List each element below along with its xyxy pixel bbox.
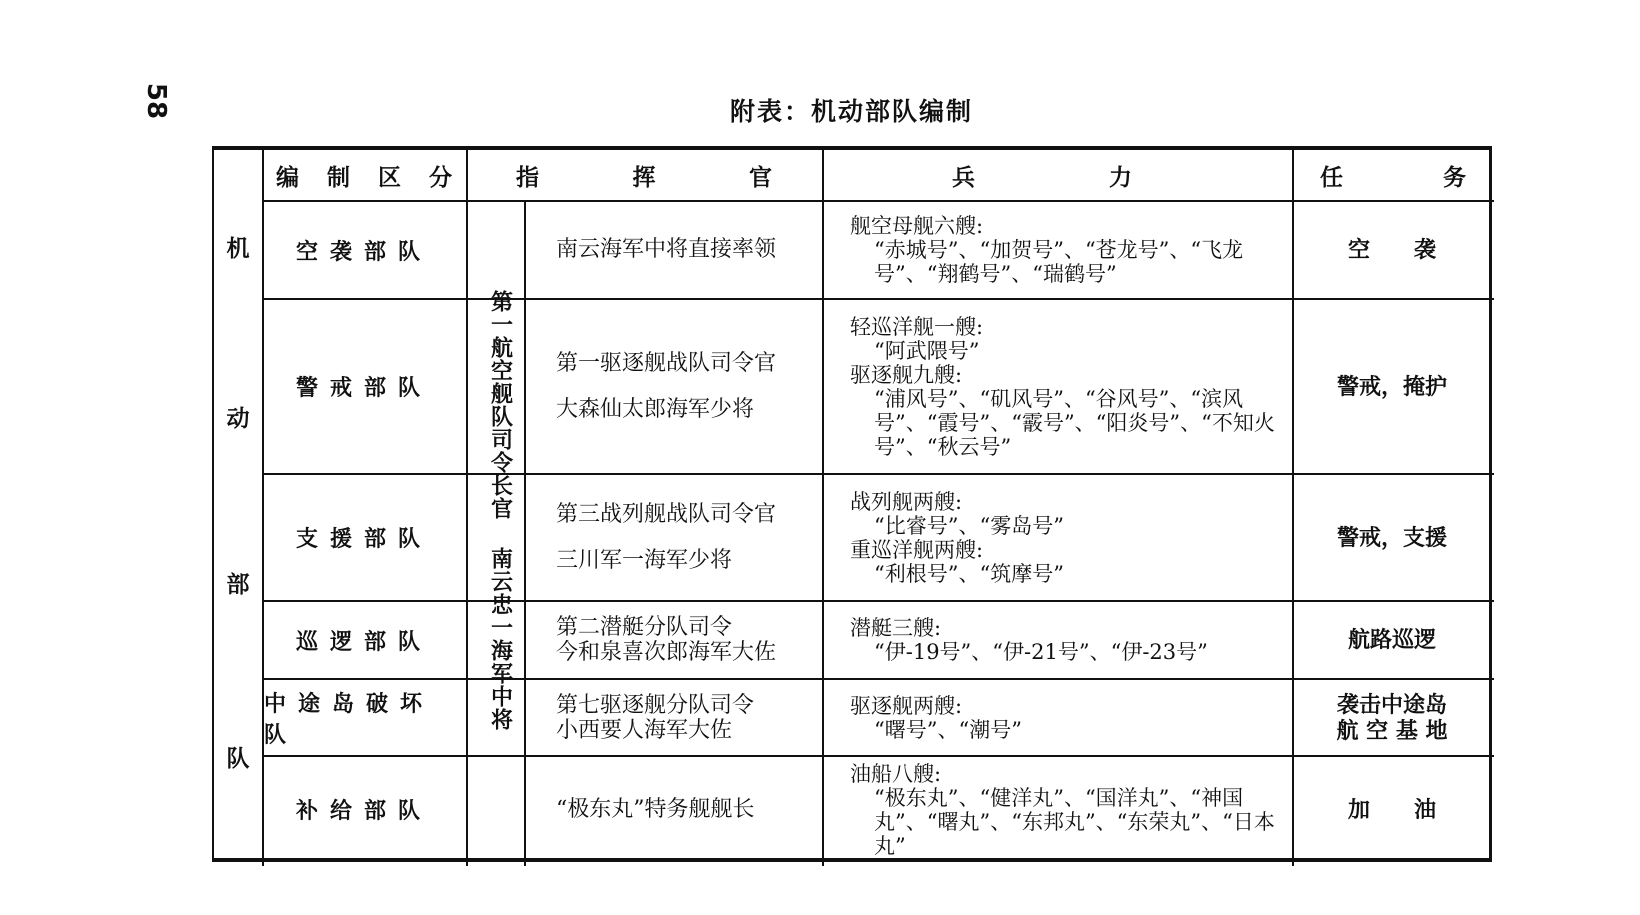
- force-type: 战列舰两艘:: [850, 489, 963, 514]
- header-mission-chars: [1320, 159, 1466, 192]
- force-ship-list: “阿武隈号”: [874, 338, 980, 363]
- commander-line: 第三战列舰战队司令官: [556, 501, 777, 527]
- mission-cell: [1294, 202, 1490, 298]
- mission-cell: [1294, 680, 1490, 755]
- mission-text: [1348, 237, 1436, 263]
- mission-cell: [1294, 475, 1490, 600]
- mission-line: 加 油: [1347, 796, 1436, 823]
- mission-text: [1337, 374, 1447, 400]
- unit-name-text: 巡逻部队: [295, 628, 432, 655]
- force-group: [850, 694, 1022, 742]
- force-ship-list: “曙号”、“潮号”: [874, 717, 1022, 742]
- unit-name-text: 中途岛破坏队: [264, 690, 435, 748]
- page-number: 58: [141, 82, 172, 120]
- commander-cell: [528, 757, 818, 862]
- force-type: 轻巡洋舰一艘:: [850, 314, 984, 339]
- header-char: 任: [1320, 164, 1343, 191]
- header-forces-chars: [952, 159, 1132, 192]
- header-char: 指: [516, 164, 539, 191]
- mission-line: 航路巡逻: [1347, 627, 1436, 653]
- forces-cell: [824, 680, 1290, 755]
- header-char: 兵: [952, 164, 975, 191]
- force-type: 驱逐舰两艘:: [850, 693, 963, 718]
- mission-cell: [1294, 602, 1490, 678]
- commander-cell: [528, 202, 818, 298]
- header-commander-chars: [516, 159, 772, 192]
- force-ship-list: “伊-19号”、“伊-21号”、“伊-23号”: [874, 640, 1208, 664]
- force-ship-list: “极东丸”、“健洋丸”、“国洋丸”、“神国丸”、“曙丸”、“东邦丸”、“东荣丸”、“日本丸”: [874, 785, 1275, 858]
- unit-name-text: 警戒部队: [295, 375, 432, 401]
- unit-name: [264, 602, 464, 678]
- forces-cell: [824, 300, 1290, 473]
- page-title: 附表：机动部队编制: [730, 97, 974, 126]
- header-mission: [1320, 150, 1466, 200]
- forces-cell: [824, 602, 1290, 678]
- force-type: 重巡洋舰两艘:: [850, 537, 984, 562]
- overall-commander-text: 第一航空舰队司令长官 南云忠一海军中将: [487, 290, 514, 731]
- commander-line: 今和泉喜次郎海军大佐: [556, 640, 777, 665]
- header-char: 务: [1443, 164, 1466, 191]
- commander-line: 第一驱逐舰战队司令官: [556, 350, 777, 376]
- header-char: 官: [749, 164, 772, 191]
- force-group: [850, 762, 1290, 858]
- header-commander: [516, 150, 772, 200]
- force-group: [850, 616, 1208, 664]
- unit-name: [264, 680, 464, 755]
- mission-line: 警戒，支援: [1336, 524, 1447, 551]
- mission-line: 航 空 基 地: [1336, 717, 1448, 744]
- side-group-char: 部: [226, 570, 250, 598]
- formation-table: [212, 146, 1492, 862]
- unit-name: [264, 757, 464, 862]
- header-division-chars: [276, 159, 452, 192]
- commander-line: 第二潜艇分队司令: [556, 615, 733, 640]
- side-group-char: 机: [226, 234, 250, 262]
- force-type: 油船八艘:: [850, 761, 942, 786]
- divider-unit: [466, 150, 468, 866]
- force-ship-list: “浦风号”、“矶风号”、“谷风号”、“滨风号”、“霞号”、“霰号”、“阳炎号”、“不知火号”、“秋云号”: [874, 386, 1275, 459]
- header-char: 制: [327, 164, 350, 191]
- force-group: [850, 363, 1290, 459]
- commander-cell: [528, 680, 818, 755]
- force-group: [850, 214, 1290, 286]
- header-char: 区: [378, 164, 401, 191]
- force-group: [850, 490, 1064, 538]
- commander-line: 小西要人海军大佐: [556, 717, 733, 743]
- force-group: [850, 538, 1064, 586]
- header-char: 分: [429, 164, 452, 191]
- force-group: [850, 315, 983, 363]
- force-type: 驱逐舰九艘:: [850, 362, 963, 387]
- commander-line: 南云海军中将直接率领: [556, 237, 777, 262]
- unit-name: [264, 475, 464, 600]
- commander-cell: [528, 300, 818, 473]
- mission-line: 空 袭: [1347, 237, 1436, 263]
- commander-line: 三川军一海军少将: [556, 547, 733, 573]
- mission-text: [1337, 525, 1447, 551]
- unit-name-text: 空袭部队: [295, 238, 432, 265]
- force-ship-list: “利根号”、“筑摩号”: [874, 561, 1064, 586]
- mission-line: 袭击中途岛: [1336, 691, 1447, 718]
- commander-cell: [528, 475, 818, 600]
- unit-name: [264, 202, 464, 298]
- force-type: 舰空母舰六艘:: [850, 214, 984, 238]
- mission-text: [1348, 627, 1436, 653]
- mission-cell: [1294, 757, 1490, 862]
- side-group-char: 队: [226, 744, 250, 772]
- commander-line: “极东丸”特务舰舰长: [556, 796, 755, 822]
- commander-line: 第七驱逐舰分队司令: [556, 692, 755, 718]
- header-char: 挥: [632, 164, 656, 191]
- unit-name: [264, 300, 464, 473]
- unit-name-text: 补给部队: [295, 798, 432, 824]
- force-ship-list: “比睿号”、“雾岛号”: [874, 513, 1064, 538]
- force-type: 潜艇三艘:: [850, 616, 942, 640]
- forces-cell: [824, 202, 1290, 298]
- mission-text: [1348, 797, 1436, 823]
- mission-text: [1337, 692, 1448, 744]
- header-char: 力: [1109, 164, 1132, 191]
- header-division: [276, 150, 452, 200]
- unit-name-text: 支援部队: [295, 526, 432, 552]
- force-ship-list: “赤城号”、“加贺号”、“苍龙号”、“飞龙号”、“翔鹤号”、“瑞鹤号”: [874, 238, 1244, 286]
- side-group-char: 动: [226, 404, 250, 432]
- header-char: 编: [276, 164, 299, 191]
- forces-cell: [824, 475, 1290, 600]
- header-forces: [952, 150, 1132, 200]
- mission-line: 警戒，掩护: [1336, 373, 1447, 400]
- forces-cell: [824, 757, 1290, 862]
- mission-cell: [1294, 300, 1490, 473]
- overall-commander: [478, 290, 524, 770]
- commander-line: 大森仙太郎海军少将: [556, 396, 755, 422]
- commander-cell: [528, 602, 818, 678]
